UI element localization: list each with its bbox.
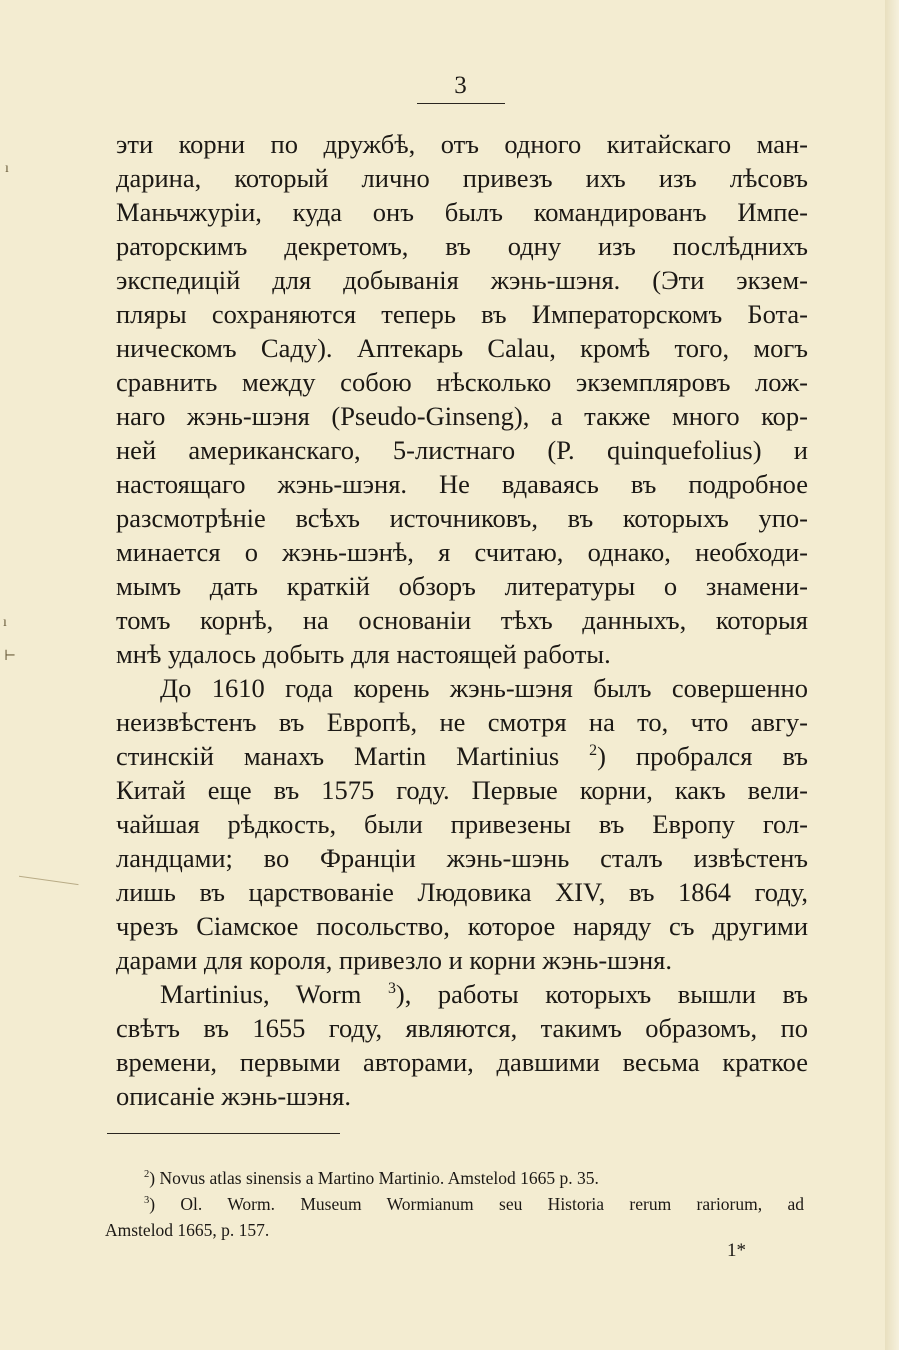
text-line: дарами для короля, привезло и корни жэнь-шэня. <box>116 945 672 975</box>
text-line: сравнить между собою нѣсколько экземпляровъ лож- <box>116 367 808 397</box>
footnote-ref-3: 3 <box>387 980 396 998</box>
text-line: томъ корнѣ, на основаніи тѣхъ данныхъ, которыя <box>116 605 808 635</box>
body-text <box>116 127 808 1113</box>
text-fragment: стинскій манахъ Martin Martinius <box>116 741 560 771</box>
text-line: ней американскаго, 5-листнаго (P. quinquefolius) и <box>116 435 808 465</box>
text-line: лишь въ царствованіе Людовика XIV, въ 1864 году, <box>116 877 808 907</box>
footnote-marker: 2 <box>144 1169 150 1181</box>
text-line: Маньчжуріи, куда онъ былъ командированъ Импе- <box>116 197 808 227</box>
footnote-text: ) Novus atlas sinensis a Martino Martinio. Amstelod 1665 p. 35. <box>149 1168 599 1188</box>
text-fragment: ) пробрался въ <box>597 741 808 771</box>
footnote-text: ) Ol. Worm. Museum Wormianum seu Historia rerum rariorum, ad <box>149 1194 804 1214</box>
text-line: дарина, который лично привезъ ихъ изъ лѣсовъ <box>116 163 808 193</box>
header-rule <box>417 103 505 104</box>
page-number: 3 <box>454 72 467 99</box>
text-line: наго жэнь-шэня (Pseudo-Ginseng), а также много кор- <box>116 401 808 431</box>
text-line: экспедицій для добыванія жэнь-шэня. (Эти экзем- <box>116 265 808 295</box>
text-fragment: Martinius, Worm <box>160 979 362 1009</box>
footnote-3 <box>105 1191 804 1217</box>
footnote-ref-2: 2 <box>589 742 598 760</box>
footnote-marker: 3 <box>144 1195 150 1207</box>
text-line: чайшая рѣдкость, были привезены въ Европу гол- <box>116 809 808 839</box>
text-line: настоящаго жэнь-шэня. Не вдаваясь въ подробное <box>116 469 808 499</box>
footnote-rule <box>107 1133 340 1134</box>
text-line: неизвѣстенъ въ Европѣ, не смотря на то, что авгу- <box>116 707 808 737</box>
text-line-with-footnote <box>116 739 808 773</box>
text-line: мнѣ удалось добыть для настоящей работы. <box>116 639 611 669</box>
text-line: эти корни по дружбѣ, отъ одного китайскаго ман- <box>116 129 808 159</box>
text-line: свѣтъ въ 1655 году, являются, такимъ образомъ, по <box>116 1013 808 1043</box>
text-line: мымъ дать краткій обзоръ литературы о знамени- <box>116 571 808 601</box>
text-line: пляры сохраняются теперь въ Императорскомъ Бота- <box>116 299 808 329</box>
margin-mark: ⊢ <box>4 649 17 664</box>
text-line: чрезъ Сіамское посольство, которое наряду съ другими <box>116 911 808 941</box>
text-line: минается о жэнь-шэнѣ, я считаю, однако, необходи- <box>116 537 808 567</box>
printer-signature-mark: 1* <box>727 1240 746 1261</box>
footnote-3-continued: Amstelod 1665, p. 157. <box>105 1220 270 1240</box>
text-line: разсмотрѣніе всѣхъ источниковъ, въ которыхъ упо- <box>116 503 808 533</box>
text-line: времени, первыми авторами, давшими весьма краткое <box>116 1047 808 1077</box>
text-line: Китай еще въ 1575 году. Первые корни, какъ вели- <box>116 775 808 805</box>
footnote-2 <box>105 1165 804 1191</box>
margin-mark: ı <box>3 615 7 630</box>
text-line: описаніе жэнь-шэня. <box>116 1081 351 1111</box>
page-edge <box>885 0 899 1350</box>
text-fragment: ), работы которыхъ вышли въ <box>395 979 809 1009</box>
text-line: ническомъ Саду). Аптекарь Calau, кромѣ того, могъ <box>116 333 808 363</box>
text-line: До 1610 года корень жэнь-шэня былъ совершенно <box>160 673 808 703</box>
text-line: ландцами; во Франціи жэнь-шэнь сталъ извѣстенъ <box>116 843 808 873</box>
footnotes <box>105 1165 804 1243</box>
text-line-with-footnote <box>116 977 808 1011</box>
margin-mark: ı <box>5 161 9 176</box>
text-line: раторскимъ декретомъ, въ одну изъ послѣднихъ <box>116 231 808 261</box>
page-smudge <box>19 858 81 885</box>
